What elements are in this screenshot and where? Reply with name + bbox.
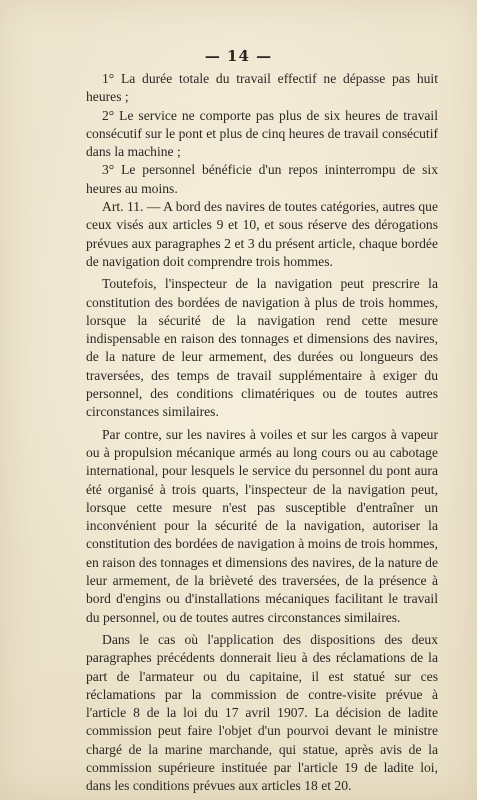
body-text	[86, 70, 438, 796]
paragraph-article-11: Art. 11. — A bord des navires de toutes catégories, autres que ceux visés aux articles 9 et 10, et sous réserve des dérogations prévues aux paragraphes 2 et 3 du présent article, chaque bordée de navigation doit comprendre trois hommes.	[86, 199, 438, 269]
paragraph-item-1: 1° La durée totale du travail effectif ne dépasse pas huit heures ;	[86, 71, 438, 105]
paragraph-toutefois: Toutefois, l'inspecteur de la navigation peut prescrire la constitution des bordées de navigation à plus de trois hommes, lorsque la sécurité de la navigation rend cette mesure indispensable en raison des tonnages et dimensions des navires, de la nature de leur armement, des durées ou longueurs des traversées, des temps de travail supplémentaire à exiger du personnel, des conditions climatériques ou de toutes autres circonstances similaires.	[86, 276, 438, 420]
paragraph-par-contre: Par contre, sur les navires à voiles et sur les cargos à vapeur ou à propulsion mécanique armés au long cours ou au cabotage international, pour lesquels le service du personnel du pont aura été organisé à trois quarts, l'inspecteur de la navigation peut, lorsque cette mesure n'est pas susceptible d'entraîner un inconvénient pour la sécurité de la navigation, autoriser la constitution des bordées de navigation à moins de trois hommes, en raison des tonnages et dimensions des navires, de la nature de leur armement, de la brièveté des traversées, de la présence à bord d'engins ou d'installations mécaniques facilitant le travail du personnel, ou de toutes autres circonstances similaires.	[86, 426, 438, 625]
page-number: — 14 —	[204, 47, 273, 65]
paragraph-reclamations: Dans le cas où l'application des dispositions des deux paragraphes précédents donnerait lieu à des réclamations de la part de l'armateur ou du capitaine, il est statué sur ces réclamations par la commission de contre-visite prévue à l'article 8 de la loi du 17 avril 1907. La décision de ladite commission peut faire l'objet d'un pourvoi devant le ministre chargé de la marine marchande, qui statue, après avis de la commission supérieure instituée par l'article 19 de ladite loi, dans les conditions prévues aux articles 18 et 20.	[86, 631, 438, 794]
paragraph-item-2: 2° Le service ne comporte pas plus de six heures de travail consécutif sur le pont et plus de cinq heures de travail consécutif dans la machine ;	[86, 107, 438, 160]
paragraph-item-3: 3° Le personnel bénéficie d'un repos ininterrompu de six heures au moins.	[86, 162, 438, 196]
